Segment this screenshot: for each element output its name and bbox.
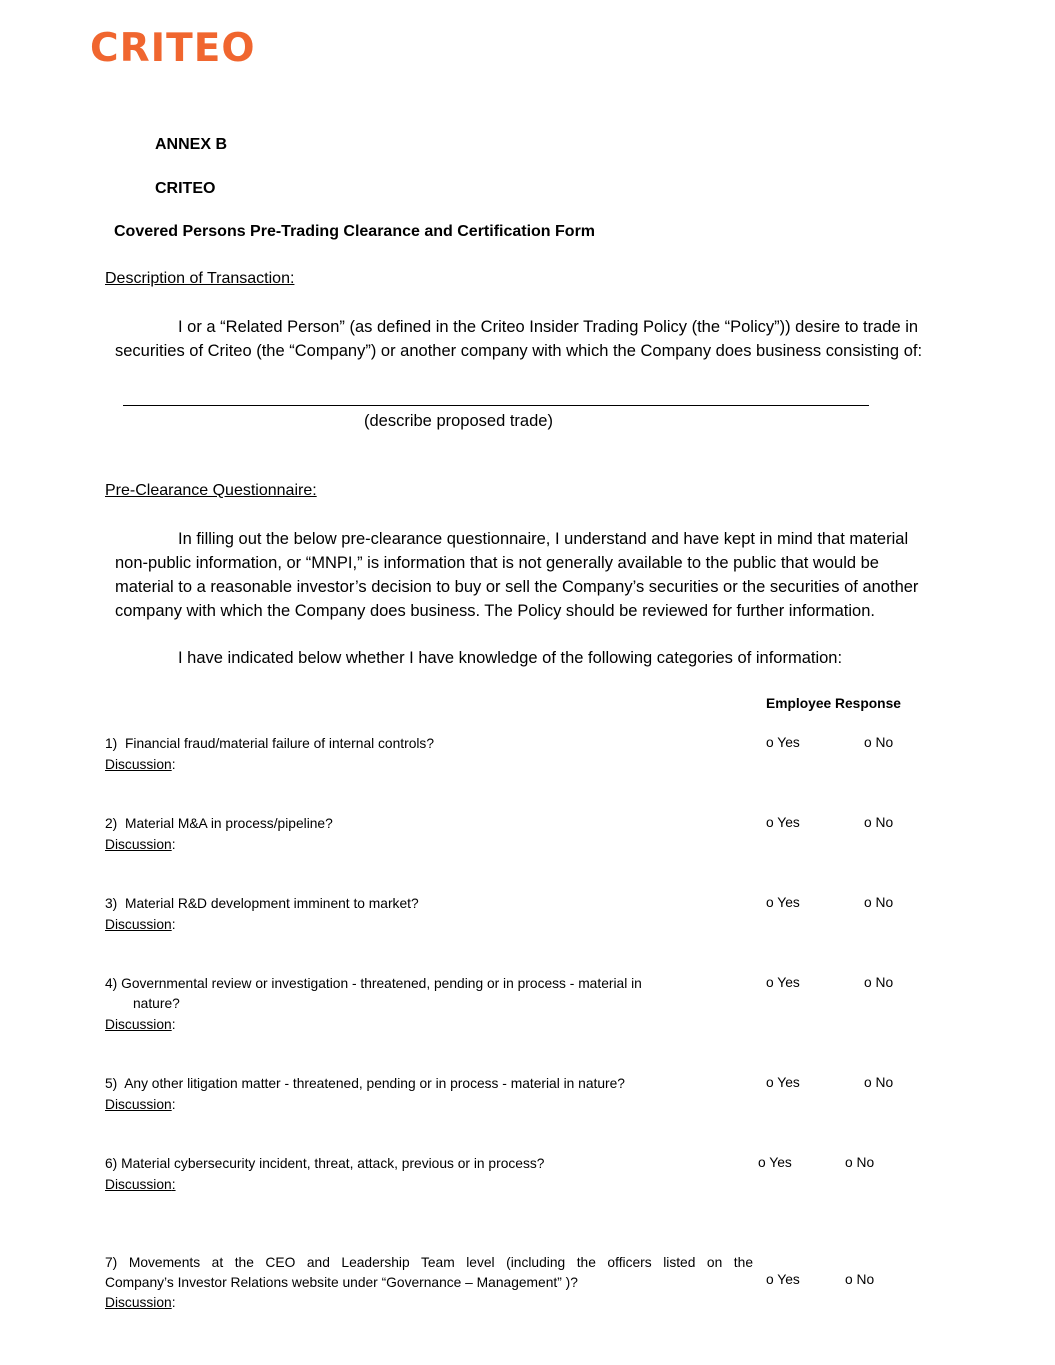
discussion-label: Discussion bbox=[105, 917, 172, 932]
q1-yes-option[interactable]: o Yes bbox=[766, 735, 800, 750]
q6-discussion[interactable] bbox=[105, 1175, 176, 1195]
q6-no-option[interactable]: o No bbox=[845, 1155, 875, 1170]
q5-discussion[interactable] bbox=[105, 1095, 176, 1115]
question-4 bbox=[105, 974, 642, 994]
discussion-label: Discussion bbox=[105, 757, 172, 772]
questionnaire-line-2: non-public information, or “MNPI,” is information that is not generally available to the public that would be bbox=[115, 554, 879, 572]
q7-no-option[interactable]: o No bbox=[845, 1272, 875, 1287]
question-number: 7) bbox=[105, 1255, 118, 1270]
indicate-line: I have indicated below whether I have knowledge of the following categories of information: bbox=[178, 649, 843, 667]
q2-discussion[interactable] bbox=[105, 835, 176, 855]
description-heading: Description of Transaction: bbox=[105, 270, 295, 287]
questionnaire-heading: Pre-Clearance Questionnaire: bbox=[105, 482, 317, 499]
criteo-logo: CRITEO bbox=[90, 26, 256, 71]
question-number: 6) bbox=[105, 1156, 118, 1171]
discussion-colon: : bbox=[171, 837, 176, 852]
question-number: 3) bbox=[105, 896, 118, 911]
q5-no-option[interactable]: o No bbox=[864, 1075, 894, 1090]
question-text: Material M&A in process/pipeline? bbox=[124, 816, 333, 831]
question-text: Material cybersecurity incident, threat, attack, previous or in process? bbox=[121, 1156, 545, 1171]
discussion-label: Discussion bbox=[105, 1177, 172, 1192]
description-line-1: I or a “Related Person” (as defined in the Criteo Insider Trading Policy (the “Policy”)) desire to trade in bbox=[178, 318, 919, 336]
questionnaire-line-1: In filling out the below pre-clearance questionnaire, I understand and have kept in mind that material bbox=[178, 530, 909, 548]
trade-input-line[interactable] bbox=[123, 405, 869, 406]
q6-yes-option[interactable]: o Yes bbox=[758, 1155, 792, 1170]
discussion-label: Discussion bbox=[105, 837, 172, 852]
discussion-colon: : bbox=[171, 917, 176, 932]
form-title: Covered Persons Pre-Trading Clearance and Certification Form bbox=[114, 223, 596, 240]
question-7 bbox=[105, 1253, 753, 1273]
question-number: 1) bbox=[105, 736, 118, 751]
questionnaire-line-3: material to a reasonable investor’s decision to buy or sell the Company’s securities or the securities of another bbox=[115, 578, 919, 596]
q4-yes-option[interactable]: o Yes bbox=[766, 975, 800, 990]
question-text: Financial fraud/material failure of internal controls? bbox=[124, 736, 435, 751]
company-label: CRITEO bbox=[155, 180, 216, 197]
q2-no-option[interactable]: o No bbox=[864, 815, 894, 830]
q3-no-option[interactable]: o No bbox=[864, 895, 894, 910]
q3-yes-option[interactable]: o Yes bbox=[766, 895, 800, 910]
question-number: 5) bbox=[105, 1076, 118, 1091]
q4-discussion[interactable] bbox=[105, 1015, 176, 1035]
question-1 bbox=[105, 734, 434, 754]
q5-yes-option[interactable]: o Yes bbox=[766, 1075, 800, 1090]
questionnaire-line-4: company with which the Company does business. The Policy should be reviewed for further information. bbox=[115, 602, 875, 620]
question-text: Movements at the CEO and Leadership Team level (including the officers listed on the bbox=[128, 1255, 753, 1270]
response-header: Employee Response bbox=[766, 696, 901, 711]
question-text: Material R&D development imminent to market? bbox=[124, 896, 419, 911]
question-7-continuation: Company’s Investor Relations website under “Governance – Management” )? bbox=[105, 1275, 578, 1290]
question-text: Governmental review or investigation - threatened, pending or in process - material in bbox=[121, 976, 642, 991]
question-number: 2) bbox=[105, 816, 118, 831]
discussion-colon: : bbox=[171, 757, 176, 772]
question-6 bbox=[105, 1154, 544, 1174]
question-text: Any other litigation matter - threatened, pending or in process - material in nature? bbox=[124, 1076, 625, 1091]
question-number: 4) bbox=[105, 976, 118, 991]
question-4-continuation: nature? bbox=[133, 996, 180, 1011]
question-3 bbox=[105, 894, 419, 914]
q1-discussion[interactable] bbox=[105, 755, 176, 775]
annex-label: ANNEX B bbox=[155, 136, 228, 153]
q1-no-option[interactable]: o No bbox=[864, 735, 894, 750]
description-line-2: securities of Criteo (the “Company”) or another company with which the Company does business consisting of: bbox=[115, 342, 923, 360]
q7-yes-option[interactable]: o Yes bbox=[766, 1272, 800, 1287]
discussion-label: Discussion bbox=[105, 1097, 172, 1112]
discussion-label: Discussion bbox=[105, 1017, 172, 1032]
q4-no-option[interactable]: o No bbox=[864, 975, 894, 990]
discussion-colon: : bbox=[171, 1295, 176, 1310]
question-5 bbox=[105, 1074, 625, 1094]
trade-caption: (describe proposed trade) bbox=[364, 412, 553, 430]
question-2 bbox=[105, 814, 333, 834]
q2-yes-option[interactable]: o Yes bbox=[766, 815, 800, 830]
discussion-label: Discussion bbox=[105, 1295, 172, 1310]
discussion-colon: : bbox=[171, 1097, 176, 1112]
q3-discussion[interactable] bbox=[105, 915, 176, 935]
discussion-colon: : bbox=[171, 1017, 176, 1032]
discussion-colon: : bbox=[171, 1177, 176, 1192]
q7-discussion[interactable] bbox=[105, 1293, 176, 1313]
